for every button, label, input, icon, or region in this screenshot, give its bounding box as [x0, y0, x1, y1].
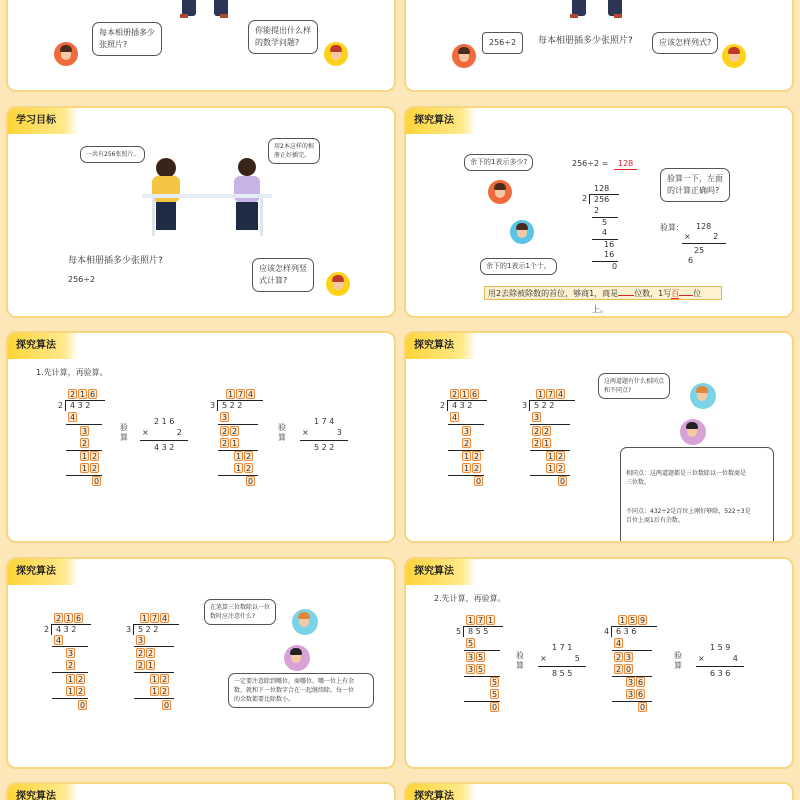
step: 1 2 — [235, 464, 252, 473]
teacher-figure — [176, 0, 238, 18]
step-6: 0 — [612, 262, 618, 271]
step-line — [134, 698, 174, 699]
step: 5 — [467, 639, 474, 648]
dividend: 5 2 2 — [138, 625, 159, 634]
step: 3 — [81, 427, 88, 436]
section-tag: 探究算法 — [406, 333, 476, 359]
check-partial-2: 6 — [688, 256, 694, 265]
check-multiplier-value: 2 — [713, 232, 719, 241]
divisor: 2 — [582, 194, 588, 203]
step-5: 16 — [604, 250, 615, 259]
step: 0 — [163, 701, 170, 710]
step-line — [530, 424, 570, 425]
teacher-figure — [568, 0, 638, 18]
question-bubble: 这两道题有什么相同点 和不同点? — [598, 373, 670, 399]
boy-avatar — [284, 645, 310, 671]
step: 2 — [81, 439, 88, 448]
division-bracket — [133, 624, 134, 635]
slide-1 — [6, 0, 396, 92]
step: 0 — [93, 477, 100, 486]
step: 1 2 — [67, 675, 84, 684]
section-tag: 探究算法 — [406, 784, 476, 800]
slide-7 — [6, 557, 396, 769]
step: 4 — [615, 639, 622, 648]
quotient-boxes: 1 7 4 — [227, 390, 254, 399]
step-line — [464, 650, 500, 651]
step: 2 2 — [137, 649, 154, 658]
slide-3 — [6, 106, 396, 318]
step-line — [612, 650, 652, 651]
quotient-boxes: 2 1 6 — [451, 390, 478, 399]
step-line — [218, 424, 258, 425]
check-multiplier: × 5 — [540, 654, 580, 663]
step: 1 2 — [81, 464, 98, 473]
check-multiplier: × 3 — [302, 428, 342, 437]
quotient-boxes: 2 1 6 — [55, 614, 82, 623]
step: 3 5 — [467, 653, 484, 662]
speech-bubble: 应该怎样列式? — [652, 32, 718, 54]
divisor: 4 — [604, 627, 610, 636]
section-tag: 探究算法 — [8, 333, 78, 359]
step: 1 2 — [151, 687, 168, 696]
answer-bubble: 余下的1表示1个十。 — [480, 258, 557, 275]
step: 5 — [491, 690, 498, 699]
section-tag: 学习目标 — [8, 108, 78, 134]
division-bracket — [447, 400, 448, 411]
step: 0 — [79, 701, 86, 710]
check-multiplier: × 2 — [142, 428, 182, 437]
check-product: 5 2 2 — [314, 443, 335, 452]
boy-avatar — [54, 42, 78, 66]
step: 1 2 — [81, 452, 98, 461]
step: 0 — [639, 703, 646, 712]
step: 3 — [221, 413, 228, 422]
check-line — [140, 440, 188, 441]
question-text: 每本相册插多少张照片? — [538, 36, 633, 46]
dividend: 4 3 2 — [56, 625, 77, 634]
step-line — [134, 672, 174, 673]
check-product: 6 3 6 — [710, 669, 731, 678]
expression-text: 256÷2 — [68, 275, 96, 284]
check-multiplicand: 1 5 9 — [710, 643, 731, 652]
divisor: 2 — [44, 625, 50, 634]
divisor: 3 — [126, 625, 132, 634]
step: 0 — [475, 477, 482, 486]
girl-avatar — [324, 42, 348, 66]
step: 3 — [533, 413, 540, 422]
step-line — [52, 698, 88, 699]
step: 2 2 — [221, 427, 238, 436]
speech-bubble-b: 用2本这样的相 册正好插完。 — [268, 138, 320, 164]
division-bracket — [463, 626, 464, 637]
speech-bubble-left: 每本相册插多少 张照片? — [92, 22, 162, 56]
check-label: 验算: — [660, 223, 679, 232]
rule-text: 用2去除被除数的首位，够商1，商是 位数，1写百 位 — [488, 289, 702, 298]
section-tag: 探究算法 — [8, 559, 78, 585]
section-tag: 探究算法 — [406, 108, 476, 134]
dividend: 4 3 2 — [70, 401, 91, 410]
check-multiplier: × 4 — [698, 654, 738, 663]
slide-6 — [404, 331, 794, 543]
dividend: 5 2 2 — [222, 401, 243, 410]
step: 2 1 — [137, 661, 154, 670]
step: 3 6 — [627, 678, 644, 687]
exercise-title: 2.先计算，再验算。 — [434, 594, 506, 603]
division-bracket — [217, 400, 218, 411]
step: 3 — [67, 649, 74, 658]
step: 4 — [69, 413, 76, 422]
quotient-boxes: 2 1 6 — [69, 390, 96, 399]
step-line — [66, 424, 102, 425]
divisor: 3 — [210, 401, 216, 410]
section-tag: 探究算法 — [406, 559, 476, 585]
division-bracket — [611, 626, 612, 637]
equation-answer: 128 — [614, 158, 637, 170]
diff-text: 不同点：432÷2是百位上刚好够除，522÷3是 百位上商1后有余数。 — [626, 508, 751, 524]
check-line — [300, 440, 348, 441]
step: 2 — [463, 439, 470, 448]
check-multiplicand: 128 — [696, 222, 712, 231]
step: 3 5 — [467, 665, 484, 674]
step: 3 — [137, 636, 144, 645]
check-multiplicand: 1 7 1 — [552, 643, 573, 652]
boy-avatar — [452, 44, 476, 68]
step-line — [448, 424, 484, 425]
question-bubble: 余下的1表示多少? — [464, 154, 533, 171]
rule-tail: 上。 — [592, 305, 608, 314]
check-line — [696, 666, 744, 667]
girl-avatar — [690, 383, 716, 409]
check-label: 验 算 — [516, 651, 524, 670]
step: 2 — [67, 661, 74, 670]
step: 3 — [463, 427, 470, 436]
step-3: 4 — [602, 228, 608, 237]
speech-bubble-right: 你能提出什么样 的数学问题? — [248, 20, 318, 54]
girl-avatar — [326, 272, 350, 296]
check-label: 验 算 — [674, 651, 682, 670]
check-multiplier: × 2 — [684, 232, 719, 241]
step-2: 5 — [602, 218, 608, 227]
check-multiplicand: 2 1 6 — [154, 417, 175, 426]
dividend: 5 2 2 — [534, 401, 555, 410]
step: 1 2 — [547, 464, 564, 473]
girl-avatar — [510, 220, 534, 244]
girl-avatar — [292, 609, 318, 635]
slide-8 — [404, 557, 794, 769]
division-bracket — [65, 400, 66, 411]
step: 1 2 — [463, 452, 480, 461]
step: 2 2 — [533, 427, 550, 436]
division-bracket — [589, 194, 590, 204]
slide-2 — [404, 0, 794, 92]
step: 2 1 — [221, 439, 238, 448]
answer-bubble — [620, 447, 774, 543]
check-partial: 25 — [694, 246, 705, 255]
dividend: 8 5 5 — [468, 627, 489, 636]
step: 1 2 — [151, 675, 168, 684]
check-bubble: 验算一下，左面 的计算正确吗? — [660, 168, 730, 202]
divisor: 5 — [456, 627, 462, 636]
step: 2 3 — [615, 653, 632, 662]
answer-bubble: 一定要注意除到哪位，商哪位。哪一位上有余 数，就和下一位数字合在一起继续除。每一位 的余数都要比除数小。 — [228, 673, 374, 708]
boy-avatar — [488, 180, 512, 204]
step: 0 — [559, 477, 566, 486]
quotient-row: 128 — [594, 184, 610, 193]
slide-9 — [6, 782, 396, 800]
expression-box: 256÷2 — [482, 32, 523, 54]
step: 2 1 — [533, 439, 550, 448]
check-label: 验 算 — [278, 423, 286, 442]
step: 1 2 — [547, 452, 564, 461]
check-label: 验 算 — [120, 423, 128, 442]
question-text: 每本相册插多少张照片? — [68, 256, 163, 266]
divisor: 2 — [58, 401, 64, 410]
boy-avatar — [680, 419, 706, 445]
step: 1 2 — [463, 464, 480, 473]
step-line — [134, 646, 174, 647]
speech-bubble-a: 一共有256张照片。 — [80, 146, 145, 163]
step: 1 2 — [235, 452, 252, 461]
dividend: 6 3 6 — [616, 627, 637, 636]
step: 2 0 — [615, 665, 632, 674]
quotient-boxes: 1 5 9 — [619, 616, 646, 625]
equation-text: 256÷2 = — [572, 159, 609, 168]
quotient-boxes: 1 7 1 — [467, 616, 494, 625]
students-illustration — [142, 154, 272, 238]
same-text: 相同点：这两道题都是三位数除以一位数商是 三位数。 — [626, 470, 747, 486]
dividend: 4 3 2 — [452, 401, 473, 410]
check-product: 8 5 5 — [552, 669, 573, 678]
check-line — [682, 243, 726, 244]
step: 3 6 — [627, 690, 644, 699]
check-line — [538, 666, 586, 667]
step: 5 — [491, 678, 498, 687]
step-1: 2 — [594, 206, 600, 215]
question-bubble: 在笔算三位数除以一位 数时应注意什么? — [204, 599, 276, 625]
check-multiplicand: 1 7 4 — [314, 417, 335, 426]
girl-avatar — [722, 44, 746, 68]
dividend: 256 — [594, 195, 610, 204]
exercise-title: 1.先计算，再验算。 — [36, 368, 108, 377]
speech-bubble-c: 应该怎样列竖 式计算? — [252, 258, 314, 292]
step: 0 — [491, 703, 498, 712]
quotient-boxes: 1 7 4 — [537, 390, 564, 399]
step: 0 — [247, 477, 254, 486]
step: 4 — [55, 636, 62, 645]
step: 1 2 — [67, 687, 84, 696]
step-line — [52, 672, 88, 673]
division-bracket — [529, 400, 530, 411]
slide-4 — [404, 106, 794, 318]
step-line — [52, 646, 88, 647]
divisor: 3 — [522, 401, 528, 410]
slide-5 — [6, 331, 396, 543]
check-product: 4 3 2 — [154, 443, 175, 452]
divisor: 2 — [440, 401, 446, 410]
division-bracket — [51, 624, 52, 635]
section-tag: 探究算法 — [8, 784, 78, 800]
quotient-boxes: 1 7 4 — [141, 614, 168, 623]
slide-10 — [404, 782, 794, 800]
step: 4 — [451, 413, 458, 422]
step-4: 16 — [604, 240, 615, 249]
